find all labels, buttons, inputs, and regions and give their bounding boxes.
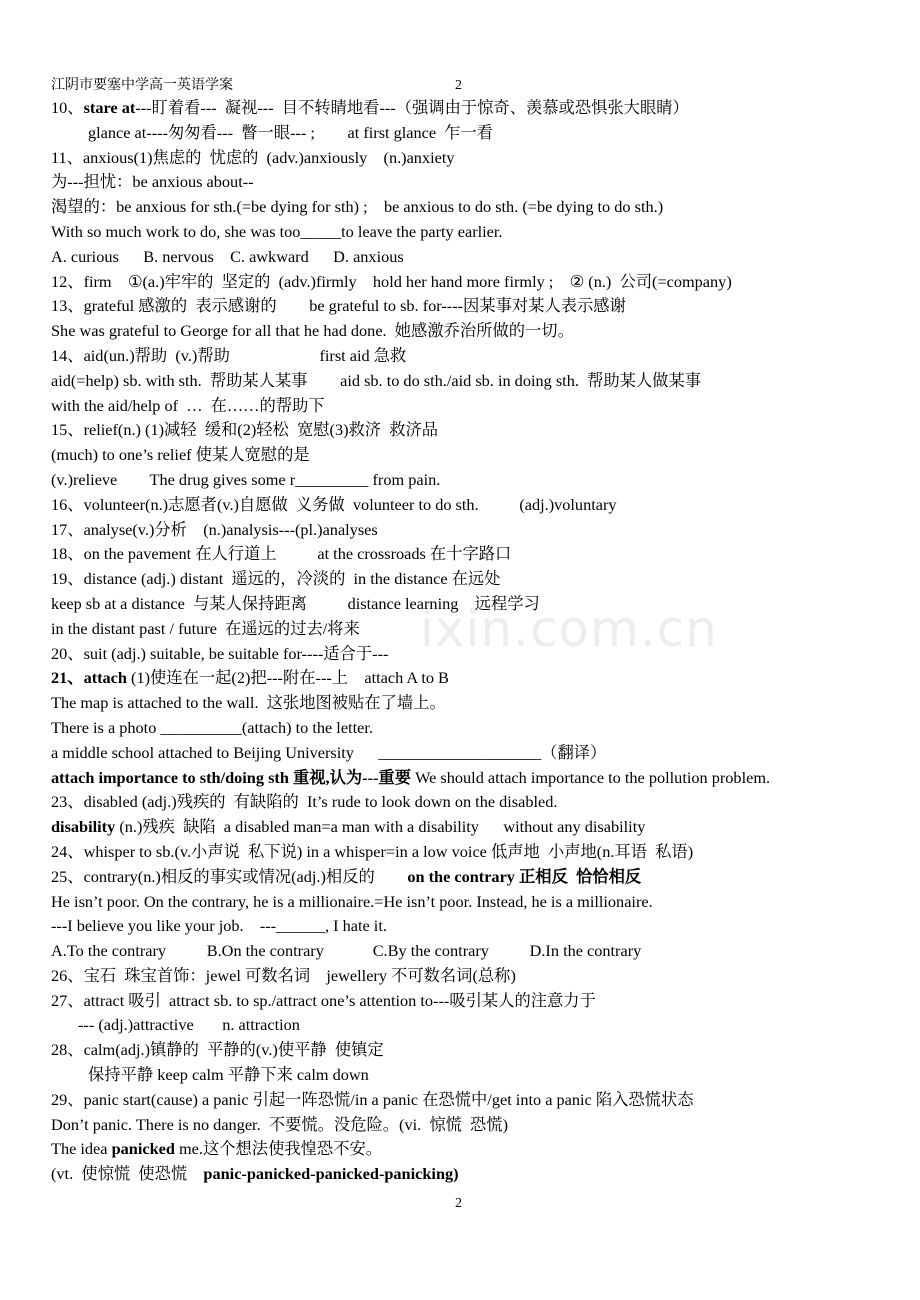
text-segment: 25、contrary(n.)相反的事实或情况(adj.)相反的 xyxy=(51,866,408,886)
text-line xyxy=(51,418,911,443)
bold-text: 21、attach xyxy=(51,668,127,688)
text-line xyxy=(51,815,911,840)
text-segment: 27、attract 吸引 attract sb. to sp./attract one’s attention to---吸引某人的注意力于 xyxy=(51,990,596,1010)
page-header-title: 江阴市要塞中学高一英语学案 xyxy=(51,78,233,93)
bold-text: disability xyxy=(51,817,116,837)
text-line xyxy=(51,394,911,419)
text-line xyxy=(51,642,911,667)
document-body xyxy=(51,96,911,1187)
text-line xyxy=(51,964,911,989)
text-line xyxy=(51,666,911,691)
text-segment: 11、anxious(1)焦虑的 忧虑的 (adv.)anxiously (n.)anxiety xyxy=(51,147,455,167)
text-segment: 17、analyse(v.)分析 (n.)analysis---(pl.)analyses xyxy=(51,519,378,539)
text-line xyxy=(51,741,911,766)
text-segment: We should attach importance to the pollution problem. xyxy=(411,767,771,787)
text-segment: 13、grateful 感激的 表示感谢的 be grateful to sb. for----因某事对某人表示感谢 xyxy=(51,296,626,316)
text-line xyxy=(51,939,911,964)
text-segment: She was grateful to George for all that he had done. 她感激乔治所做的一切。 xyxy=(51,321,574,341)
text-line xyxy=(51,592,911,617)
text-segment: 20、suit (adj.) suitable, be suitable for----适合于--- xyxy=(51,643,389,663)
text-segment: A. curious B. nervous C. awkward D. anxious xyxy=(51,246,404,266)
text-segment: ---盯着看--- 凝视--- 目不转睛地看---（强调由于惊奇、羡慕或恐惧张大眼睛） xyxy=(135,98,689,117)
text-segment: me.这个想法使我惶恐不安。 xyxy=(174,1139,383,1159)
text-line xyxy=(51,1137,911,1162)
text-segment: ---I believe you like your job. ---______, I hate it. xyxy=(51,916,387,936)
text-line xyxy=(51,294,911,319)
text-line xyxy=(51,617,911,642)
text-line xyxy=(51,542,911,567)
text-segment: 15、relief(n.) (1)减轻 缓和(2)轻松 宽慰(3)救济 救济品 xyxy=(51,420,439,440)
text-segment: 14、aid(un.)帮助 (v.)帮助 first aid 急救 xyxy=(51,345,407,365)
text-segment: 23、disabled (adj.)残疾的 有缺陷的 It’s rude to look down on the disabled. xyxy=(51,792,558,812)
text-line xyxy=(51,443,911,468)
text-line xyxy=(51,840,911,865)
text-segment: 渴望的：be anxious for sth.(=be dying for sth) ; be anxious to do sth. (=be dying to do sth.) xyxy=(51,197,664,217)
text-line xyxy=(51,989,911,1014)
bold-text: on the contrary 正相反 恰恰相反 xyxy=(407,866,642,886)
text-line xyxy=(51,195,911,220)
text-segment: 12、firm ①(a.)牢牢的 坚定的 (adv.)firmly hold her hand more firmly ; ② (n.) 公司(=company) xyxy=(51,271,732,291)
text-segment: A.To the contrary B.On the contrary C.By the contrary D.In the contrary xyxy=(51,941,642,961)
text-segment: with the aid/help of … 在……的帮助下 xyxy=(51,395,325,415)
text-line xyxy=(51,691,911,716)
text-segment: in the distant past / future 在遥远的过去/将来 xyxy=(51,618,360,638)
text-line xyxy=(51,121,911,146)
text-segment: 保持平静 keep calm 平静下来 calm down xyxy=(88,1065,369,1085)
text-line xyxy=(51,790,911,815)
text-line xyxy=(51,1088,911,1113)
text-line xyxy=(51,270,911,295)
text-line xyxy=(51,245,911,270)
text-segment: He isn’t poor. On the contrary, he is a millionaire.=He isn’t poor. Instead, he is a millionaire. xyxy=(51,891,653,911)
text-segment: 16、volunteer(n.)志愿者(v.)自愿做 义务做 volunteer to do sth. (adj.)voluntary xyxy=(51,494,617,514)
text-segment: (v.)relieve The drug gives some r_________ from pain. xyxy=(51,469,441,489)
text-line xyxy=(51,146,911,171)
text-segment: The map is attached to the wall. 这张地图被贴在了墙上。 xyxy=(51,693,446,713)
text-segment: 28、calm(adj.)镇静的 平静的(v.)使平静 使镇定 xyxy=(51,1040,384,1060)
text-line xyxy=(51,1113,911,1138)
text-segment: a middle school attached to Beijing University ____________________（翻译） xyxy=(51,742,607,762)
text-segment: Don’t panic. There is no danger. 不要慌。没危险。(vi. 惊慌 恐慌) xyxy=(51,1114,509,1134)
text-segment: 24、whisper to sb.(v.小声说 私下说) in a whisper=in a low voice 低声地 小声地(n.耳语 私语) xyxy=(51,841,694,861)
text-segment: --- (adj.)attractive n. attraction xyxy=(78,1015,300,1035)
page-footer-number: 2 xyxy=(455,1196,462,1211)
text-segment: (vt. 使惊慌 使恐慌 xyxy=(51,1164,204,1184)
text-line xyxy=(51,1038,911,1063)
text-segment: 29、panic start(cause) a panic 引起一阵恐慌/in a panic 在恐慌中/get into a panic 陷入恐慌状态 xyxy=(51,1089,694,1109)
bold-text: stare at xyxy=(83,98,136,117)
text-segment: 26、宝石 珠宝首饰：jewel 可数名词 jewellery 不可数名词(总称) xyxy=(51,965,516,985)
text-segment: With so much work to do, she was too_____to leave the party earlier. xyxy=(51,221,503,241)
text-segment: (n.)残疾 缺陷 a disabled man=a man with a disability without any disability xyxy=(115,817,646,837)
text-line xyxy=(51,344,911,369)
text-line xyxy=(51,1063,911,1088)
text-segment: There is a photo __________(attach) to the letter. xyxy=(51,717,373,737)
text-segment: aid(=help) sb. with sth. 帮助某人某事 aid sb. to do sth./aid sb. in doing sth. 帮助某人做某事 xyxy=(51,370,702,390)
text-line xyxy=(51,369,911,394)
text-line xyxy=(51,468,911,493)
text-line xyxy=(51,170,911,195)
text-line xyxy=(51,518,911,543)
text-line xyxy=(51,865,911,890)
text-line xyxy=(51,716,911,741)
text-line xyxy=(51,567,911,592)
text-line xyxy=(51,890,911,915)
text-line xyxy=(51,1162,911,1187)
bold-text: panicked xyxy=(111,1139,175,1159)
page-header-number: 2 xyxy=(455,78,462,93)
text-line xyxy=(51,319,911,344)
text-segment: 19、distance (adj.) distant 遥远的，冷淡的 in the distance 在远处 xyxy=(51,569,501,589)
text-segment: 10、 xyxy=(51,98,84,117)
text-segment: (much) to one’s relief 使某人宽慰的是 xyxy=(51,445,310,465)
text-segment: glance at----匆匆看--- 瞥一眼--- ; at first glance 乍一看 xyxy=(88,122,494,142)
text-segment: keep sb at a distance 与某人保持距离 distance learning 远程学习 xyxy=(51,593,540,613)
text-segment: The idea xyxy=(51,1139,112,1159)
text-segment: (1)使连在一起(2)把---附在---上 attach A to B xyxy=(126,668,449,688)
bold-text: attach importance to sth/doing sth 重视,认为---重要 xyxy=(51,767,411,787)
text-line xyxy=(51,766,911,791)
text-line xyxy=(51,220,911,245)
bold-text: panic-panicked-panicked-panicking) xyxy=(203,1164,459,1184)
text-segment: 18、on the pavement 在人行道上 at the crossroads 在十字路口 xyxy=(51,544,512,564)
text-line xyxy=(51,914,911,939)
watermark: ixin.com.cn xyxy=(420,600,718,658)
text-line xyxy=(51,96,911,121)
text-segment: 为---担忧：be anxious about-- xyxy=(51,172,254,192)
text-line xyxy=(51,493,911,518)
text-line xyxy=(51,1013,911,1038)
